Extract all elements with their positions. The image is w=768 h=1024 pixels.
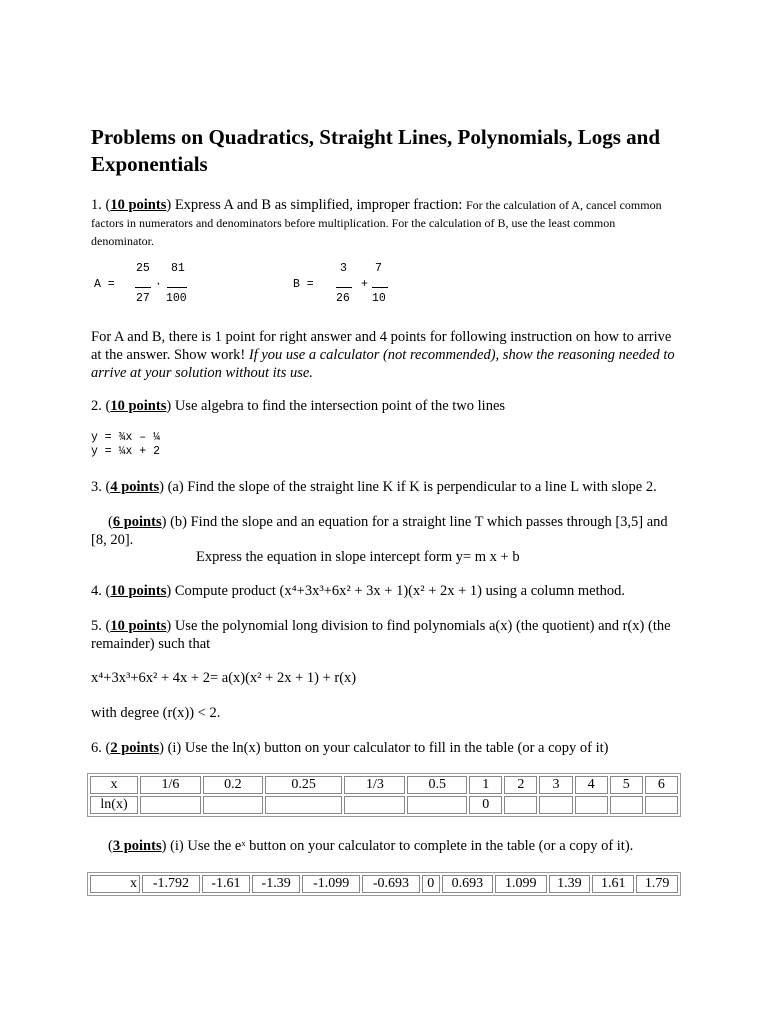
table-cell: 1.79 (636, 875, 678, 893)
fraction-a-denominator-2: 100 (166, 292, 187, 305)
question-5: 5. (10 points) Use the polynomial long division to find polynomials a(x) (the quotient) and r(x) (the remainder) such that (91, 618, 671, 652)
points-label: 10 points (110, 398, 167, 414)
question-3a: 3. (4 points) (a) Find the slope of the straight line K if K is perpendicular to a line L with slope 2. (91, 479, 657, 495)
points-label: 10 points (110, 618, 167, 634)
table-cell (645, 796, 678, 814)
points-label: 4 points (110, 479, 160, 495)
q1-note (91, 328, 681, 382)
question-text: Use algebra to find the intersection point of the two lines (174, 398, 506, 414)
question-6: 6. (2 points) (i) Use the ln(x) button on your calculator to fill in the table (or a copy of it) (91, 740, 609, 756)
line-equation-2: y = ¼x + 2 (91, 445, 161, 458)
fraction-bar (372, 287, 388, 288)
question-lead: Express A and B as simplified, improper fraction: (174, 197, 463, 213)
table-cell: -1.39 (252, 875, 300, 893)
exp-table (87, 872, 681, 896)
question-2: 2. (10 points) Use algebra to find the intersection point of the two lines (91, 398, 506, 414)
points-label: 2 points (110, 740, 160, 756)
points-label: 3 points (112, 838, 162, 854)
table-cell (575, 796, 608, 814)
fraction-bar (167, 287, 187, 288)
page-title: Problems on Quadratics, Straight Lines, Polynomials, Logs and Exponentials (91, 125, 661, 176)
fraction-b-denominator-1: 26 (336, 292, 350, 305)
table-cell: 6 (645, 776, 678, 794)
table-cell: -1.61 (202, 875, 250, 893)
table-cell (265, 796, 343, 814)
question-number: 5. (91, 618, 102, 634)
points-label: 10 points (110, 197, 167, 213)
question-text: (a) Find the slope of the straight line K if K is perpendicular to a line L with slope 2. (167, 479, 657, 495)
table-cell (504, 796, 537, 814)
table-cell: ln(x) (90, 796, 138, 814)
degree-condition: with degree (r(x)) < 2. (91, 705, 221, 721)
question-number: 3. (91, 479, 102, 495)
question-3-instruction: Express the equation in slope intercept form y= m x + b (196, 549, 520, 565)
table-cell: 2 (504, 776, 537, 794)
table-cell (344, 796, 405, 814)
table-cell: x (90, 875, 140, 893)
fraction-a-numerator-1: 25 (136, 262, 150, 275)
table-cell: 1.39 (549, 875, 591, 893)
polynomial-equation: x⁴+3x³+6x² + 4x + 2= a(x)(x² + 2x + 1) + r(x) (91, 670, 357, 686)
points-label: 10 points (110, 583, 167, 599)
question-text: (i) Use the eˣ button on your calculator to complete in the table (or a copy of it). (170, 838, 634, 854)
operator: + (361, 278, 368, 291)
table-cell: -0.693 (362, 875, 420, 893)
table-cell (140, 796, 201, 814)
question-4: 4. (10 points) Compute product (x⁴+3x³+6x² + 3x + 1)(x² + 2x + 1) using a column method. (91, 583, 625, 599)
question-text: Use the polynomial long division to find polynomials a(x) (the quotient) and r(x) (the remainder) such that (91, 618, 671, 652)
table-cell: 0.2 (203, 776, 263, 794)
table-cell: 5 (610, 776, 643, 794)
table-cell: 1.099 (495, 875, 546, 893)
question-number: 1. (91, 197, 102, 213)
table-cell: 0 (469, 796, 502, 814)
fraction-b-denominator-2: 10 (372, 292, 386, 305)
table-cell: 0.25 (265, 776, 343, 794)
table-cell (203, 796, 263, 814)
table-cell: 1/6 (140, 776, 201, 794)
table-cell: 1.61 (592, 875, 634, 893)
table-cell: 0 (422, 875, 440, 893)
table-cell: 4 (575, 776, 608, 794)
question-number: 2. (91, 398, 102, 414)
table-cell: -1.099 (302, 875, 360, 893)
fraction-bar (336, 287, 352, 288)
table-row (90, 796, 678, 814)
fraction-a-denominator-1: 27 (136, 292, 150, 305)
table-cell (407, 796, 467, 814)
note-italic-text: If you use a calculator (not recommended), show the reasoning needed to arrive at your solution without its use. (91, 347, 675, 381)
question-number: 4. (91, 583, 102, 599)
question-text: (b) Find the slope and an equation for a straight line T which passes through [3,5] and [8, 20]. (91, 514, 668, 548)
question-text: Compute product (x⁴+3x³+6x² + 3x + 1)(x² + 2x + 1) using a column method. (174, 583, 625, 599)
table-cell: 0.693 (442, 875, 493, 893)
points-label: 6 points (112, 514, 162, 530)
question-1: 1. (10 points) Express A and B as simplified, improper fraction: For the calculation of A, cancel common factors in numerators and denominators before multiplication. For the calculation of B, use the least common denominator. (91, 197, 662, 248)
fraction-a-numerator-2: 81 (171, 262, 185, 275)
fraction-b-label: B = (293, 278, 314, 291)
question-6-part-2: (3 points) (i) Use the eˣ button on your calculator to complete in the table (or a copy of it). (108, 838, 634, 854)
table-row (90, 776, 678, 794)
fraction-b-numerator-1: 3 (340, 262, 347, 275)
fraction-bar (135, 287, 151, 288)
table-cell (539, 796, 572, 814)
question-number: 6. (91, 740, 102, 756)
note-text: For A and B, there is 1 point for right answer and 4 points for following instruction on how to arrive at the answer. Show work! (91, 329, 672, 363)
fraction-a-label: A = (94, 278, 115, 291)
question-text: (i) Use the ln(x) button on your calculator to fill in the table (or a copy of it) (167, 740, 609, 756)
question-3b: (6 points) (b) Find the slope and an equation for a straight line T which passes through [3,5] and [8, 20]. (91, 514, 668, 548)
table-cell: 1/3 (344, 776, 405, 794)
table-cell: 1 (469, 776, 502, 794)
table-cell: 0.5 (407, 776, 467, 794)
table-cell (610, 796, 643, 814)
question-instruction: For the calculation of A, cancel common factors in numerators and denominators before multiplication. For the calculation of B, use the least common denominator. (91, 198, 662, 248)
table-cell: x (90, 776, 138, 794)
table-cell: 3 (539, 776, 572, 794)
table-row (90, 875, 678, 893)
line-equation-1: y = ¾x – ¼ (91, 431, 161, 444)
fraction-b-numerator-2: 7 (375, 262, 382, 275)
operator: · (155, 278, 162, 291)
table-cell: -1.792 (142, 875, 200, 893)
ln-table (87, 773, 681, 817)
